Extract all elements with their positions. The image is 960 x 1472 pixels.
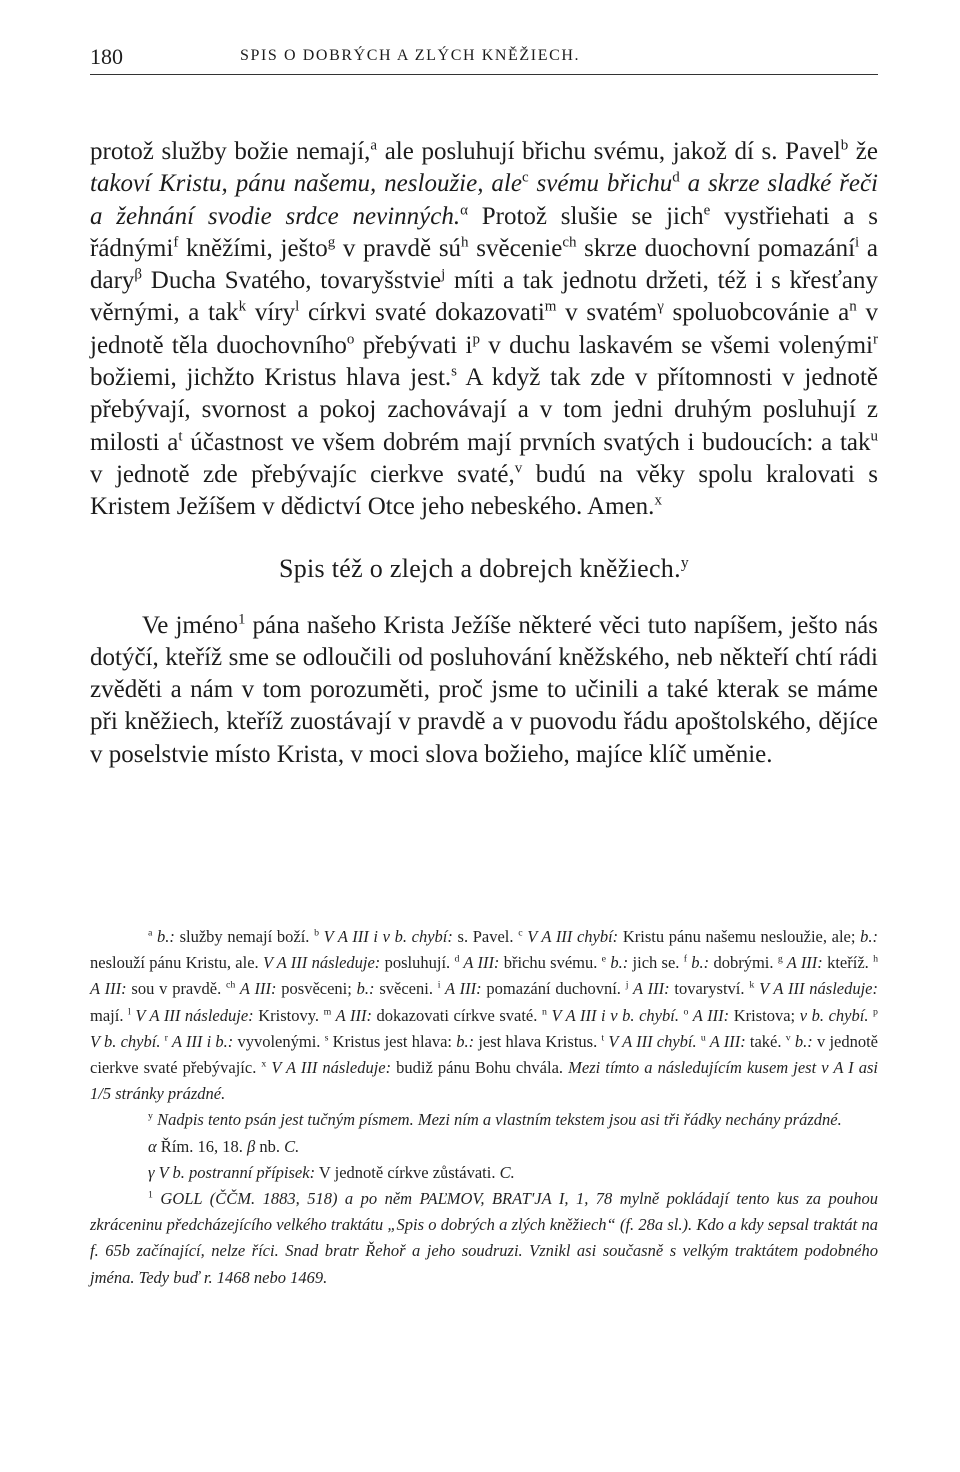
footnote-mark: u	[870, 428, 878, 445]
footnote-mark: m	[544, 299, 557, 316]
text-run: kněžími, ješto	[178, 234, 328, 262]
footnote-mark: h	[461, 234, 469, 251]
text-run: skrze duochovní pomazání	[576, 234, 856, 262]
apparatus-notes	[90, 924, 878, 1107]
note-1	[90, 1186, 878, 1291]
italic-text: A III:	[440, 979, 482, 999]
footnote-mark: e	[601, 953, 607, 965]
note-alpha-beta	[90, 1134, 878, 1160]
text-run: Protož slušie se jich	[467, 202, 704, 230]
footnote-mark: j	[625, 979, 629, 991]
footnote-mark: s	[324, 1032, 329, 1044]
italic-text: svému břichu	[528, 170, 673, 198]
text-run: s. Pavel.	[452, 927, 519, 946]
italic-text: A III i b.:	[167, 1031, 234, 1051]
footnote-mark: γ	[657, 299, 664, 316]
italic-text: b.:	[606, 953, 629, 973]
text-run: božiemi, jichžto Kristus hlava jest.	[90, 364, 452, 392]
footnote-mark: g	[327, 234, 336, 251]
footnote-mark: b	[314, 927, 320, 939]
footnote-mark: j	[441, 266, 446, 283]
footnote-mark: f	[173, 234, 179, 251]
section-heading-footnote-mark: y	[680, 553, 690, 571]
main-text	[90, 136, 878, 771]
footnote-mark: a	[370, 137, 378, 154]
italic-text: A III:	[90, 979, 127, 999]
text-run: posvěceni;	[276, 979, 357, 999]
text-run: svěceni.	[374, 979, 438, 999]
section-heading	[90, 554, 878, 584]
text-run: a dary	[90, 234, 879, 295]
text-run: Kristus jest hlava:	[328, 1031, 457, 1051]
footnote-mark: t	[601, 1032, 605, 1044]
page-header	[90, 44, 878, 72]
text-run: posluhují.	[380, 953, 455, 973]
text-run: Kristu pánu našemu nesloužie, ale;	[618, 927, 861, 946]
text-run: V jednotě církve zůstávati.	[315, 1162, 500, 1182]
footnote-mark: s	[451, 363, 457, 380]
footnote-mark: v	[785, 1032, 791, 1044]
italic-text: V A III následuje:	[262, 953, 381, 973]
italic-text: V A III následuje:	[754, 979, 878, 999]
text-run: jest hlava Kristus.	[474, 1031, 602, 1051]
footnote-mark: d	[454, 953, 460, 965]
page-number: 180	[90, 44, 123, 69]
text-run: v jednotě zde přebývajíc cierkve svaté,	[90, 460, 515, 488]
italic-text: A III:	[459, 953, 500, 973]
italic-text: V A III chybí.	[604, 1031, 701, 1051]
italic-text: GOLL (ČČM. 1883, 518) a po něm PAĽMOV, BRAT'JA I, 1, 78 mylně pokládají tento kus za pouhou zkráceninu předcházejícího velkého traktátu „Spis o dobrých a zlých kněžiech“ (f. 28a sl.). Kdo a kdy sepsal traktát na f. 65b začínající, nelze říci. Snad bratr Řehoř a jeho soudruzi. Vznikl asi současně s velkým traktátem podobného jména. Tedy buď r. 1468 nebo 1469.	[90, 1189, 878, 1287]
text-run: že	[848, 138, 878, 165]
text-run: mají.	[90, 1005, 129, 1025]
italic-text: A III:	[331, 1005, 372, 1025]
text-run: účastnost ve všem dobrém mají prvních svatých i budoucích: a tak	[182, 428, 871, 456]
text-run: dokazovati církve svaté.	[371, 1005, 542, 1025]
italic-text: A III:	[628, 979, 670, 999]
italic-text: takoví Kristu, pánu našemu, neslоužie, ale	[90, 170, 522, 198]
text-run: Ducha Svatého, tovaryšstvie	[142, 267, 442, 295]
footnote-mark: x	[261, 1058, 267, 1070]
text-run: vystřiehati a s řádnými	[90, 202, 878, 262]
text-run: Řím. 16, 18.	[156, 1136, 243, 1156]
text-run: také.	[745, 1031, 786, 1051]
text-run: služby nemají boží.	[174, 927, 315, 946]
footnote-mark: x	[654, 492, 662, 509]
footnote-mark: c	[518, 927, 523, 939]
footnote-mark: c	[521, 169, 529, 186]
italic-text: V A III i v b. chybí:	[319, 927, 453, 946]
footnote-mark: d	[672, 169, 680, 186]
footnote-mark: a	[148, 927, 153, 939]
text-run: budú na věky spolu kralovati s Kristem Ježíšem v dědictví Otce jeho nebeského. Amen.	[90, 460, 879, 521]
section-heading-text: Spis též o zlejch a dobrejch kněžiech.	[278, 553, 681, 583]
footnote-mark: r	[873, 331, 878, 348]
note-y	[90, 1107, 878, 1133]
italic-text: V A III následuje:	[266, 1058, 392, 1078]
note-gamma	[90, 1160, 878, 1186]
text-run: nb.	[255, 1136, 285, 1156]
italic-text: V b. chybí.	[90, 1031, 165, 1051]
footnote-mark: β	[134, 266, 143, 283]
footnote-mark: g	[777, 953, 783, 965]
italic-text: A III:	[235, 979, 277, 999]
footnote-mark: 1	[148, 1189, 153, 1201]
italic-text: a skrze sladké řeči a žehnání svodie srdce nevinných.	[90, 170, 878, 230]
footnote-mark: i	[855, 234, 860, 251]
text-run: víry	[246, 299, 296, 327]
footnote-mark: o	[683, 1006, 689, 1018]
text-run: Kristova;	[729, 1005, 800, 1025]
text-run: pomazání duchovní.	[481, 979, 626, 999]
text-run: v jednotě cierkve svaté přebývajíc.	[90, 1031, 879, 1078]
footnote-mark: 1	[237, 611, 246, 628]
footnote-mark: v	[514, 460, 523, 477]
text-run: tovaryství.	[669, 979, 750, 999]
text-run: pána našeho Krista Ježíše některé věci tuto napíšem, ješto nás dotýčí, kteříž sme se odloučili od posluhování kněžského, neb někteří chtí rádi zvěděti a nám v tom porozuměti, proč jsme to učinili a také kterak se máme při kněžiech, kteříž zuostávají v pravdě a v puovodu řádu apoštolského, dějíce v poselstvie místo Krista, v moci slova božieho, majíce klíč uměnie.	[90, 611, 878, 768]
italic-text: A III:	[782, 953, 823, 973]
footnote-mark: y	[148, 1110, 153, 1122]
italic-text: V A III následuje:	[130, 1005, 254, 1025]
footnote-mark: h	[873, 953, 878, 965]
footnote-mark: l	[295, 299, 300, 316]
footnote-mark: α	[460, 202, 468, 219]
footnote-mark: l	[128, 1006, 131, 1018]
running-head: SPIS O DOBRÝCH A ZLÝCH KNĚŽIECH.	[240, 47, 581, 64]
text-run: svěcenie	[468, 234, 563, 262]
footnote-mark: ch	[226, 979, 236, 991]
italic-text: b.:	[790, 1031, 813, 1051]
footnote-mark: ch	[562, 234, 577, 251]
text-run: břichu svému.	[499, 953, 602, 973]
italic-text: b.:	[687, 953, 710, 973]
italic-text: Mezi tímto a následujícím kusem jest v A I asi 1/5 stránky prázdné.	[90, 1058, 878, 1104]
footnote-mark: o	[346, 331, 355, 348]
text-run: v duchu laskavém se všemi volenými	[479, 331, 873, 359]
text-run: spoluobcovánie a	[663, 299, 850, 327]
footnote-mark: e	[703, 202, 711, 219]
footnote-mark: k	[749, 979, 755, 991]
italic-text: C.	[499, 1162, 515, 1182]
italic-text: b.:	[860, 927, 878, 946]
italic-text: γ V b. postranní přípisek:	[148, 1162, 316, 1182]
footnote-mark: n	[849, 299, 857, 316]
italic-text: V A III chybí:	[522, 927, 619, 946]
italic-text: α	[148, 1136, 157, 1156]
footnote-mark: i	[437, 979, 441, 991]
text-run: Ve jméno	[142, 611, 238, 639]
text-run: protož služby božie nemají,	[90, 138, 371, 165]
footnote-mark: f	[683, 953, 688, 965]
footnote-mark: k	[238, 299, 247, 316]
text-run: v jednotě těla duochovního	[90, 299, 878, 359]
text-run: vyvolenými.	[233, 1031, 325, 1051]
text-run: budiž pánu Bohu chvála.	[391, 1058, 569, 1078]
italic-text: V A III i v b. chybí.	[546, 1005, 684, 1025]
italic-text: b.:	[356, 979, 375, 999]
text-run: A když tak zde v přítomnosti v jednotě přebývají, svornost a pokoj zachovávají a v tom jedni druhým posluhují z milosti a	[90, 364, 878, 456]
footnote-mark: n	[541, 1006, 547, 1018]
text-run: neslouží pánu Kristu, ale.	[90, 953, 263, 973]
footnote-mark: u	[700, 1032, 706, 1044]
italic-text: v b. chybí.	[799, 1005, 874, 1025]
italic-text: C.	[284, 1136, 300, 1156]
text-run: jich se.	[628, 953, 684, 973]
text-run: Kristovy.	[253, 1005, 324, 1025]
text-run: přebývati i	[354, 331, 473, 359]
text-run: míti a tak jednotu držeti, též i s křesťany věrnými, a tak	[90, 267, 878, 327]
italic-text: A III:	[688, 1005, 730, 1025]
footnote-mark: r	[164, 1032, 168, 1044]
italic-text: Nadpis tento psán jest tučným písmem. Mezi ním a vlastním tekstem jsou asi tři řádky nechány prázdné.	[152, 1110, 842, 1130]
text-run: dobrými.	[709, 953, 778, 973]
italic-text: b.:	[152, 927, 175, 946]
italic-text: A III:	[705, 1031, 746, 1051]
text-run: církvi svaté dokazovati	[299, 299, 545, 327]
italic-text: b.:	[456, 1031, 475, 1051]
text-run: ale posluhují břichu svému, jakož dí s. Pavel	[377, 138, 841, 165]
footnotes	[90, 924, 878, 1291]
footnote-mark: t	[178, 428, 183, 445]
paragraph-1	[90, 136, 878, 524]
text-run: kteříž.	[822, 953, 874, 973]
header-rule	[90, 74, 878, 75]
footnote-mark: p	[472, 331, 480, 348]
text-run: v svatém	[556, 299, 658, 327]
text-run: sou v pravdě.	[126, 979, 227, 999]
text-run: v pravdě sú	[335, 234, 462, 262]
italic-text: β	[246, 1136, 256, 1156]
paragraph-2	[90, 610, 878, 771]
footnote-mark: b	[840, 137, 849, 154]
footnote-mark: m	[323, 1006, 332, 1018]
footnote-mark: p	[873, 1006, 878, 1018]
